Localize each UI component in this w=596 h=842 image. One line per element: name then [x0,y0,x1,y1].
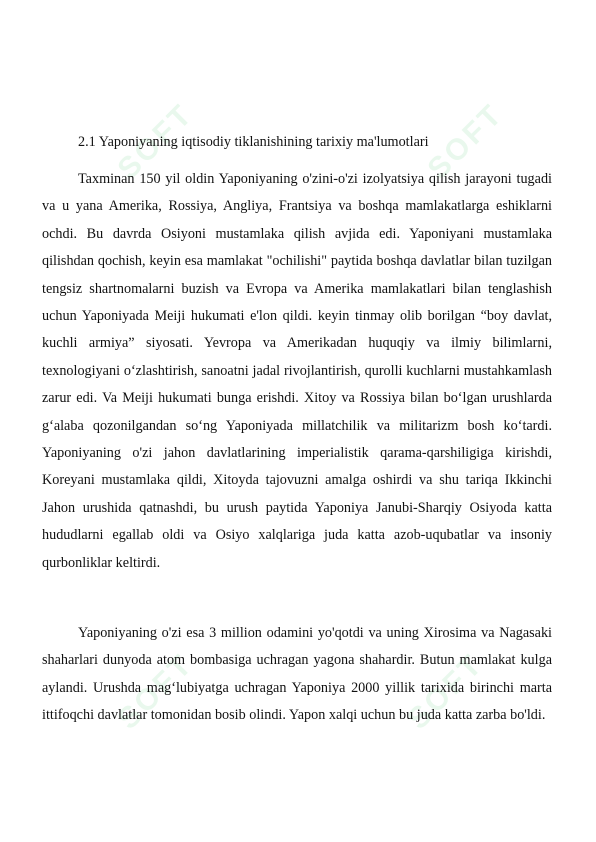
section-heading: 2.1 Yaponiyaning iqtisodiy tiklanishining tarixiy ma'lumotlari [78,134,429,150]
watermark-text: SOFT [401,647,490,736]
watermark-text: SOFT [111,647,200,736]
watermark-text: SOFT [111,97,200,186]
paragraph-2: Yaponiyaning o'zi esa 3 million odamini yo'qotdi va uning Xirosima va Nagasaki shaharlari dunyoda atom bombasiga uchragan yagona shahardir. Butun mamlakat kulga aylandi. Urushda mag‘lubiyatga uchragan Yaponiya 2000 yillik tarixida birinchi marta ittifoqchi davlatlar tomonidan bosib olindi. Yapon xalqi uchun bu juda katta zarba bo'ldi. [42,625,552,724]
watermark-text: SOFT [421,97,510,186]
paragraph-1: Taxminan 150 yil oldin Yaponiyaning o'zini-o'zi izolyatsiya qilish jarayoni tugadi va u yana Amerika, Rossiya, Angliya, Frantsiya va boshqa mamlakatlarga eshiklarni ochdi. Bu davrda Osiyoni mustamlaka qilish avjida edi. Yaponiyani mustamlaka qilishdan qochish, keyin esa mamlakat "ochilishi" paytida boshqa davlatlar bilan tuzilgan tengsiz shartnomalarni buzish va Evropa va Amerika mamlakatlari bilan tenglashish uchun Yaponiyada Meiji hukumati e'lon qildi. keyin tinmay olib borilgan “boy davlat, kuchli armiya” siyosati. Yevropa va Amerikadan huquqiy va ilmiy bilimlarni, texnologiyani o‘zlashtirish, sanoatni jadal rivojlantirish, qurolli kuchlarni mustahkamlash zarur edi. Va Meiji hukumati bunga erishdi. Xitoy va Rossiya bilan bo‘lgan urushlarda g‘alaba qozonilgandan so‘ng Yaponiyada millatchilik va militarizm bosh ko‘tardi. Yaponiyaning o'zi jahon davlatlarining imperialistik qarama-qarshiligiga kirishdi, Koreyani mustamlaka qildi, Xitoyda tajovuzni amalga oshirdi va shu tariqa Ikkinchi Jahon urushida qatnashdi, bu urush paytida Yaponiya Janubi-Sharqiy Osiyoda katta hududlarni egallab oldi va Osiyo xalqlariga juda katta azob-uqubatlar va insoniy qurbonliklar keltirdi. [42,171,552,571]
